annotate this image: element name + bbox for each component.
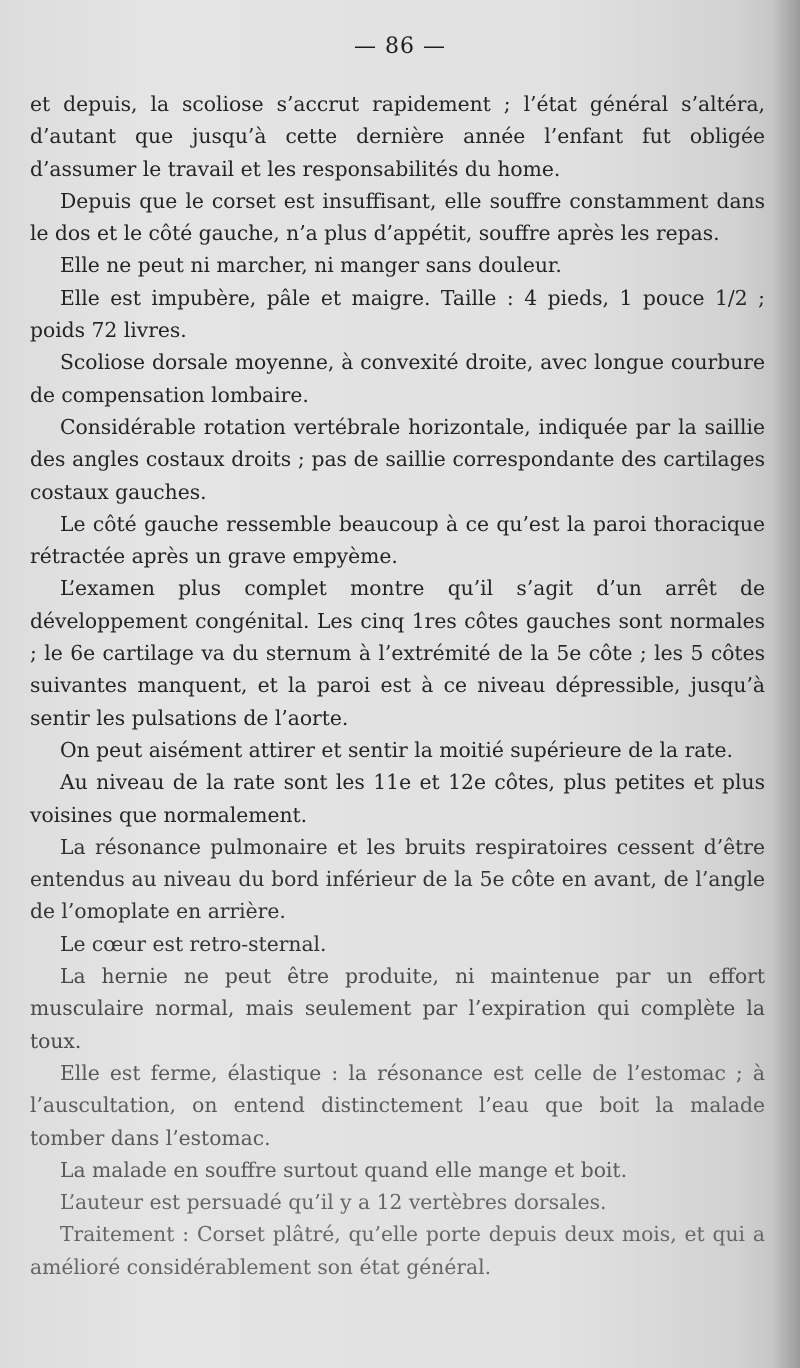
paragraph: Elle ne peut ni marcher, ni manger sans douleur. [60, 253, 562, 278]
paragraph: La hernie ne peut être produite, ni maintenue par un effort musculaire normal, mais seulement par l’expiration qui complète la toux. [30, 964, 765, 1053]
paragraph: Elle est impubère, pâle et maigre. Taille : 4 pieds, 1 pouce 1/2 ; poids 72 livres. [30, 285, 765, 343]
body-text [30, 88, 765, 1283]
paragraph: L’auteur est persuadé qu’il y a 12 vertèbres dorsales. [60, 1190, 607, 1215]
paragraph: La malade en souffre surtout quand elle mange et boit. [60, 1157, 628, 1182]
paragraph: Considérable rotation vertébrale horizontale, indiquée par la saillie des angles costaux droits ; pas de saillie correspondante des cartilages costaux gauches. [30, 414, 765, 504]
paragraph: Scoliose dorsale moyenne, à convexité droite, avec longue courbure de compensation lombaire. [30, 350, 765, 407]
paragraph: La résonance pulmonaire et les bruits respiratoires cessent d’être entendus au niveau du bord inférieur de la 5e côte en avant, de l’angle de l’omoplate en arrière. [30, 834, 765, 924]
page-number: — 86 — [354, 34, 446, 59]
page-gutter-shadow [772, 0, 800, 1368]
paragraph: Traitement : Corset plâtré, qu’elle porte depuis deux mois, et qui a amélioré considérablement son état général. [30, 1222, 765, 1279]
paragraph: On peut aisément attirer et sentir la moitié supérieure de la rate. [60, 737, 733, 762]
paragraph: Le côté gauche ressemble beaucoup à ce qu’est la paroi thoracique rétractée après un grave empyème. [30, 511, 765, 569]
paragraph: L’examen plus complet montre qu’il s’agit d’un arrêt de développement congénital. Les cinq 1res côtes gauches sont normales ; le 6e cartilage va du sternum à l’extrémité de la 5e côte ; les 5 côtes suivantes manquent, et la paroi est à ce niveau dépressible, jusqu’à sentir les pulsations de l’aorte. [30, 576, 765, 730]
paragraph: Depuis que le corset est insuffisant, elle souffre constamment dans le dos et le côté gauche, n’a plus d’appétit, souffre après les repas. [30, 188, 765, 246]
paragraph: Elle est ferme, élastique : la résonance est celle de l’estomac ; à l’auscultation, on entend distinctement l’eau que boit la malade tomber dans l’estomac. [30, 1060, 765, 1150]
paragraph: Au niveau de la rate sont les 11e et 12e côtes, plus petites et plus voisines que normalement. [30, 770, 765, 827]
paragraph: et depuis, la scoliose s’accrut rapidement ; l’état général s’altéra, d’autant que jusqu’à cette dernière année l’enfant fut obligée d’assumer le travail et les responsabilités du home. [30, 92, 765, 181]
paragraph: Le cœur est retro-sternal. [60, 931, 327, 956]
